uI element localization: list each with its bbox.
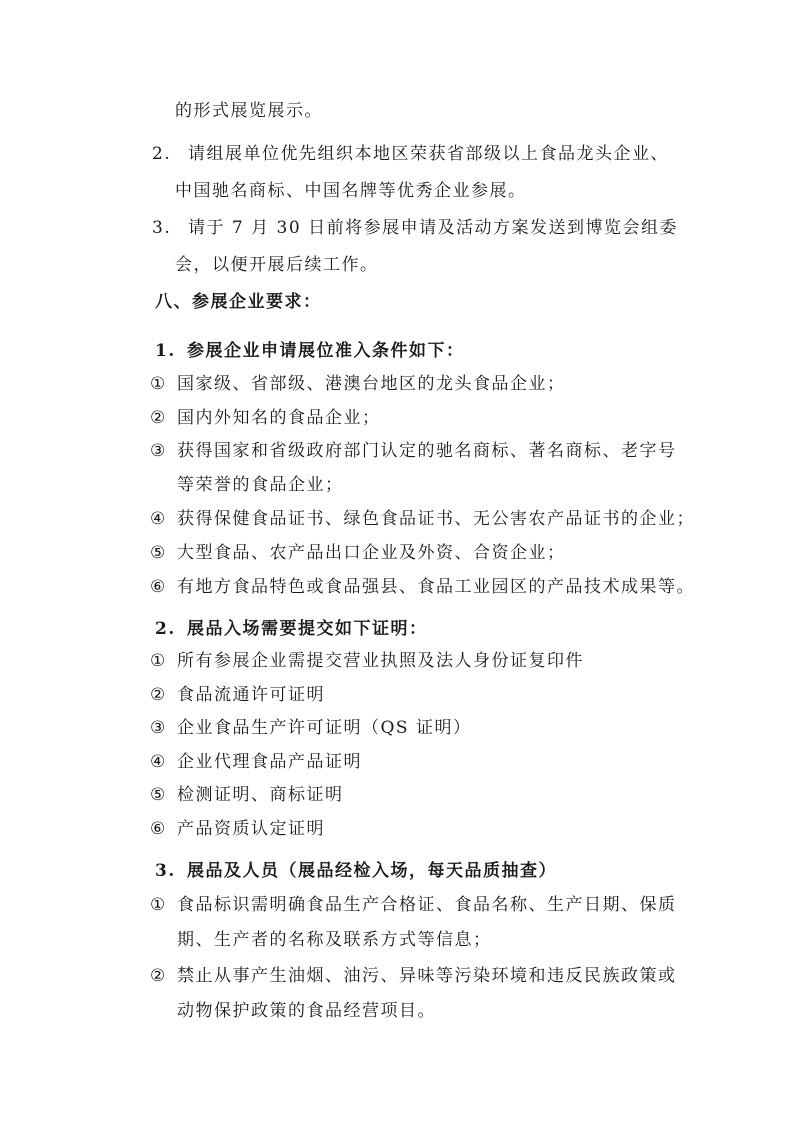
intro-item-2-line1: 请组展单位优先组织本地区荣获省部级以上食品龙头企业、 (188, 144, 669, 164)
sub2-heading: 展品入场需要提交如下证明： (187, 619, 428, 639)
sub3-item-2-text: 禁止从事产生油烟、油污、异味等污染环境和违反民族政策或 (177, 966, 677, 986)
sub2-item-6-mark: ⑥ (150, 819, 167, 839)
sub2-item-4-mark: ④ (150, 752, 167, 772)
sub1-item-4-text: 获得保健食品证书、绿色食品证书、无公害农产品证书的企业； (177, 509, 695, 529)
intro-item-3-line1: 请于 7 月 30 日前将参展申请及活动方案发送到博览会组委 (188, 218, 679, 238)
sub2-item-1-text: 所有参展企业需提交营业执照及法人身份证复印件 (177, 651, 584, 671)
sub3-item-2-continuation: 动物保护政策的食品经营项目。 (177, 1001, 436, 1021)
sub3-item-1-text: 食品标识需明确食品生产合格证、食品名称、生产日期、保质 (177, 895, 677, 915)
sub2-item-4-text: 企业代理食品产品证明 (177, 752, 362, 772)
sub2-item-6-text: 产品资质认定证明 (177, 819, 325, 839)
sub2-item-5-mark: ⑤ (150, 785, 167, 805)
sub3-heading: 展品及人员（展品经检入场，每天品质抽查） (187, 861, 557, 881)
intro-item-3-line2: 会，以便开展后续工作。 (175, 255, 379, 275)
sub3-number: 3. (155, 861, 176, 881)
sub1-item-1-text: 国家级、省部级、港澳台地区的龙头食品企业； (177, 374, 566, 394)
sub1-item-6-mark: ⑥ (150, 577, 167, 597)
intro-item-2-number: 2. (152, 144, 172, 164)
sub1-item-5-text: 大型食品、农产品出口企业及外资、合资企业； (177, 543, 566, 563)
sub3-item-1-mark: ① (150, 895, 167, 915)
sub3-item-1-continuation: 期、生产者的名称及联系方式等信息； (177, 930, 492, 950)
sub1-item-3-text: 获得国家和省级政府部门认定的驰名商标、著名商标、老字号 (177, 441, 677, 461)
sub1-item-2-text: 国内外知名的食品企业； (177, 408, 381, 428)
sub1-item-1-mark: ① (150, 374, 167, 394)
sub2-item-5-text: 检测证明、商标证明 (177, 785, 344, 805)
sub2-item-2-text: 食品流通许可证明 (177, 685, 325, 705)
intro-continuation: 的形式展览展示。 (175, 101, 323, 121)
sub2-number: 2. (155, 619, 176, 639)
sub1-item-2-mark: ② (150, 408, 167, 428)
sub1-number: 1. (155, 341, 176, 361)
sub1-item-3-continuation: 等荣誉的食品企业； (177, 475, 344, 495)
sub3-item-2-mark: ② (150, 966, 167, 986)
section-8-heading: 八、参展企业要求： (155, 292, 322, 312)
intro-item-3-number: 3. (152, 218, 172, 238)
sub1-heading: 参展企业申请展位准入条件如下： (187, 341, 465, 361)
sub2-item-2-mark: ② (150, 685, 167, 705)
sub2-item-1-mark: ① (150, 651, 167, 671)
sub2-item-3-text: 企业食品生产许可证明（QS 证明） (177, 718, 472, 738)
sub2-item-3-mark: ③ (150, 718, 167, 738)
sub1-item-6-text: 有地方食品特色或食品强县、食品工业园区的产品技术成果等。 (177, 577, 695, 597)
sub1-item-3-mark: ③ (150, 441, 167, 461)
sub1-item-5-mark: ⑤ (150, 543, 167, 563)
sub1-item-4-mark: ④ (150, 509, 167, 529)
intro-item-2-line2: 中国驰名商标、中国名牌等优秀企业参展。 (175, 181, 527, 201)
